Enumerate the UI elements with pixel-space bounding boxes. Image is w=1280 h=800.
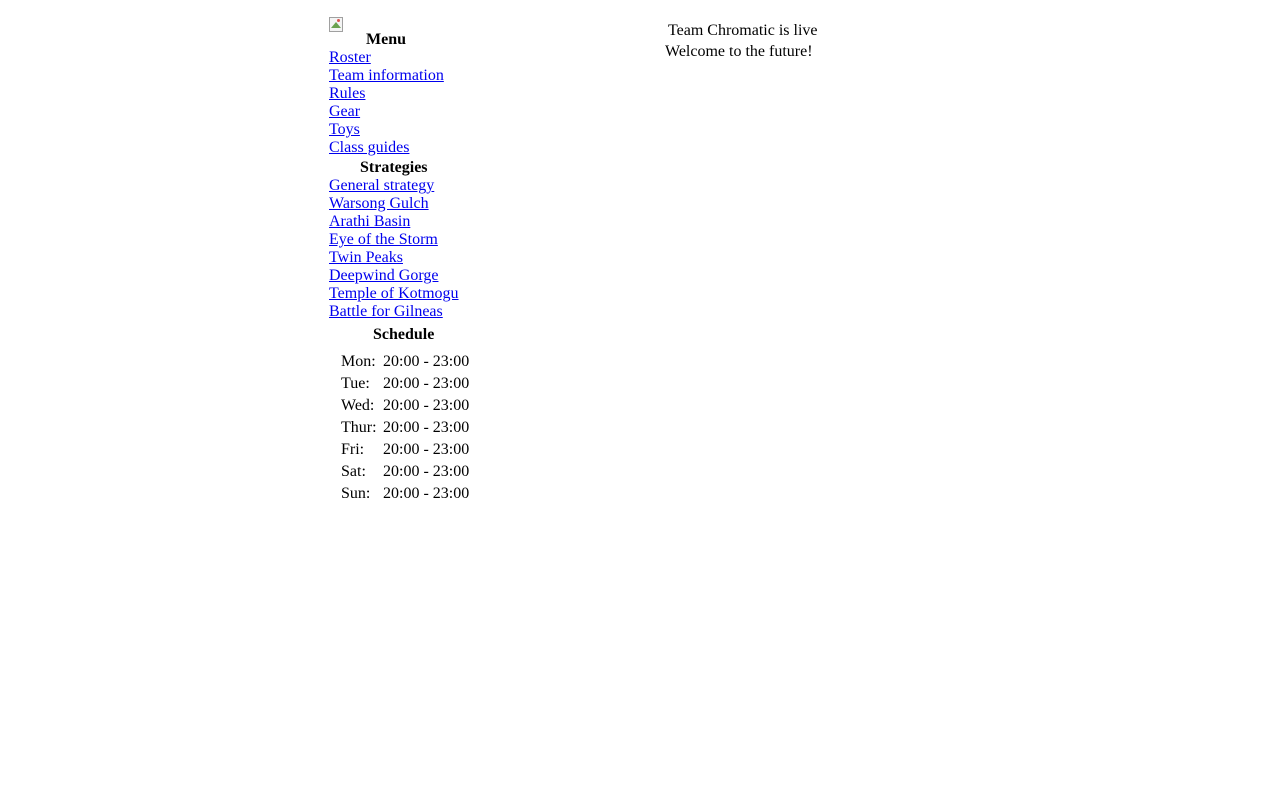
status-line: Team Chromatic is live bbox=[668, 22, 818, 39]
schedule-day: Sun: bbox=[341, 485, 371, 502]
schedule-row bbox=[340, 440, 470, 460]
schedule-time: 20:00 - 23:00 bbox=[383, 353, 470, 370]
strategy-link-deepwind-gorge[interactable]: Deepwind Gorge bbox=[329, 267, 439, 284]
strategy-link-eye-of-the-storm[interactable]: Eye of the Storm bbox=[329, 231, 438, 248]
strategy-link-arathi-basin[interactable]: Arathi Basin bbox=[329, 213, 411, 230]
menu-link-team-information[interactable]: Team information bbox=[329, 67, 444, 84]
menu-link-roster[interactable]: Roster bbox=[329, 49, 371, 66]
schedule-row bbox=[340, 374, 470, 394]
strategy-link-twin-peaks[interactable]: Twin Peaks bbox=[329, 249, 403, 266]
schedule-day: Sat: bbox=[341, 463, 366, 480]
schedule-time: 20:00 - 23:00 bbox=[383, 419, 470, 436]
broken-image-icon bbox=[328, 16, 344, 32]
menu-link-class-guides[interactable]: Class guides bbox=[329, 139, 410, 156]
schedule-time: 20:00 - 23:00 bbox=[383, 375, 470, 392]
menu-link-toys[interactable]: Toys bbox=[329, 121, 360, 138]
schedule-day: Thur: bbox=[341, 419, 377, 436]
schedule-row bbox=[340, 352, 470, 372]
schedule-day: Wed: bbox=[341, 397, 375, 414]
sidebar bbox=[328, 16, 478, 506]
strategy-link-temple-of-kotmogu[interactable]: Temple of Kotmogu bbox=[329, 285, 459, 302]
schedule-time: 20:00 - 23:00 bbox=[383, 485, 470, 502]
strategies-heading: Strategies bbox=[360, 159, 428, 176]
schedule-heading: Schedule bbox=[373, 326, 435, 343]
menu-link-gear[interactable]: Gear bbox=[329, 103, 361, 120]
main-content bbox=[640, 20, 840, 62]
schedule-row bbox=[340, 396, 470, 416]
strategy-link-general[interactable]: General strategy bbox=[329, 177, 435, 194]
schedule-row bbox=[340, 462, 470, 482]
strategy-link-battle-for-gilneas[interactable]: Battle for Gilneas bbox=[329, 303, 443, 320]
schedule-time: 20:00 - 23:00 bbox=[383, 463, 470, 480]
welcome-line: Welcome to the future! bbox=[665, 43, 813, 60]
strategy-link-warsong-gulch[interactable]: Warsong Gulch bbox=[329, 195, 429, 212]
schedule-day: Mon: bbox=[341, 353, 376, 370]
schedule-time: 20:00 - 23:00 bbox=[383, 397, 470, 414]
schedule-table bbox=[338, 350, 472, 506]
menu-heading: Menu bbox=[366, 31, 406, 48]
schedule-time: 20:00 - 23:00 bbox=[383, 441, 470, 458]
schedule-row bbox=[340, 484, 470, 504]
schedule-day: Fri: bbox=[341, 441, 365, 458]
schedule-day: Tue: bbox=[341, 375, 370, 392]
menu-link-rules[interactable]: Rules bbox=[329, 85, 366, 102]
schedule-row bbox=[340, 418, 470, 438]
